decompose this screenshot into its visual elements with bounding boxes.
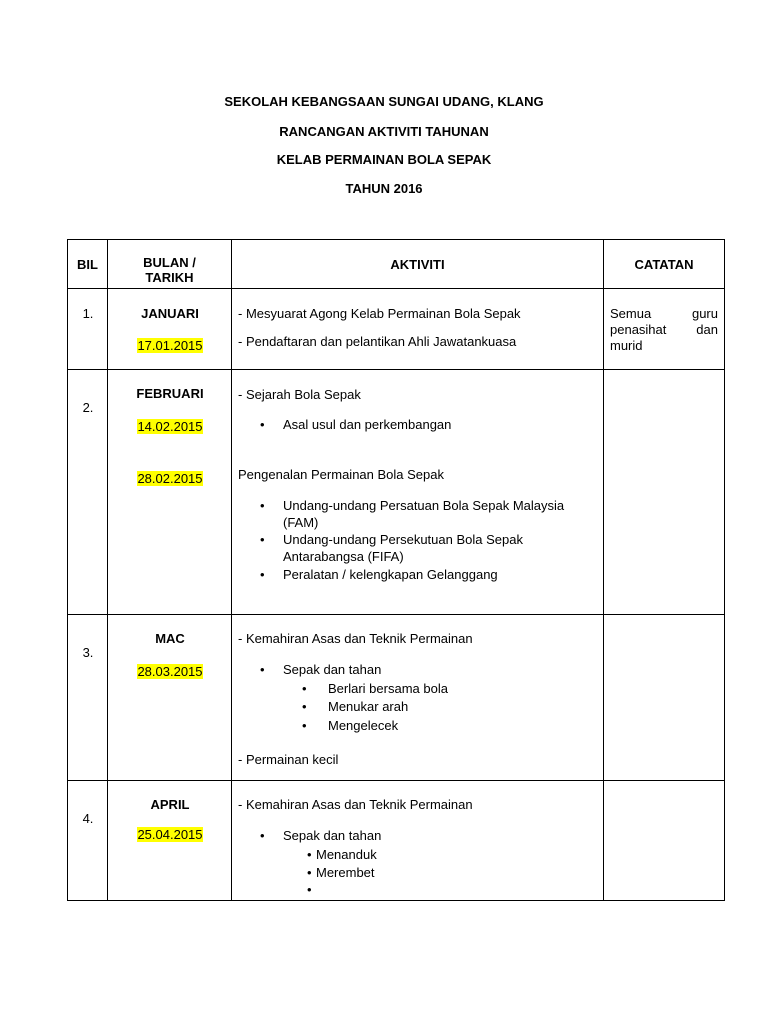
row-number: 4. xyxy=(82,811,94,826)
date-label: 14.02.2015 xyxy=(137,419,203,434)
table-row xyxy=(68,289,725,370)
sub-bullet-item: • Mengelecek xyxy=(328,718,398,733)
column-header-catatan: CATATAN xyxy=(604,240,725,289)
activity-line: - Pendaftaran dan pelantikan Ahli Jawatankuasa xyxy=(238,334,517,349)
column-header-bil: BIL xyxy=(68,240,108,289)
month-label: JANUARI xyxy=(141,306,199,321)
row-number: 1. xyxy=(82,306,94,321)
activity-line: Pengenalan Permainan Bola Sepak xyxy=(238,467,444,482)
table-header-row xyxy=(68,240,725,289)
note-line: murid xyxy=(610,338,643,353)
note-line: penasihat dan xyxy=(610,322,718,337)
bullet-item: • Undang-undang Persatuan Bola Sepak Malaysia xyxy=(283,498,564,513)
date-label: 28.02.2015 xyxy=(137,471,203,486)
month-label: FEBRUARI xyxy=(136,386,204,401)
sub-bullet-item: • Berlari bersama bola xyxy=(328,681,448,696)
column-header-aktiviti: AKTIVITI xyxy=(232,240,604,289)
table-row xyxy=(68,615,725,781)
month-label: MAC xyxy=(155,631,185,646)
sub-bullet-item: • Merembet xyxy=(316,865,375,880)
bullet-item: • Sepak dan tahan xyxy=(283,662,381,677)
bullet-continuation: (FAM) xyxy=(283,515,319,530)
club-name: KELAB PERMAINAN BOLA SEPAK xyxy=(276,152,492,167)
bullet-continuation: Antarabangsa (FIFA) xyxy=(283,549,404,564)
table-row xyxy=(68,781,725,901)
sub-bullet-item: • Menukar arah xyxy=(328,699,408,714)
month-label: APRIL xyxy=(150,797,190,812)
activity-line: - Sejarah Bola Sepak xyxy=(238,387,361,402)
date-label: 17.01.2015 xyxy=(137,338,203,353)
activity-line: - Kemahiran Asas dan Teknik Permainan xyxy=(238,631,473,646)
year-label: TAHUN 2016 xyxy=(345,181,423,196)
school-name: SEKOLAH KEBANGSAAN SUNGAI UDANG, KLANG xyxy=(224,94,544,109)
bullet-item: • Asal usul dan perkembangan xyxy=(283,417,451,432)
activity-table xyxy=(67,239,725,901)
bullet-item: • Peralatan / kelengkapan Gelanggang xyxy=(283,567,498,582)
date-label: 25.04.2015 xyxy=(137,827,203,842)
sub-bullet-item: • Menanduk xyxy=(316,847,377,862)
activity-line: - Mesyuarat Agong Kelab Permainan Bola Sepak xyxy=(238,306,521,321)
date-label: 28.03.2015 xyxy=(137,664,203,679)
bullet-item: • Undang-undang Persekutuan Bola Sepak xyxy=(283,532,523,547)
row-number: 2. xyxy=(82,400,94,415)
column-header-bulan: BULAN / TARIKH xyxy=(108,240,232,289)
table-row xyxy=(68,370,725,615)
bullet-item: • Sepak dan tahan xyxy=(283,828,381,843)
plan-title: RANCANGAN AKTIVITI TAHUNAN xyxy=(279,124,489,139)
activity-line: - Permainan kecil xyxy=(238,752,339,767)
activity-line: - Kemahiran Asas dan Teknik Permainan xyxy=(238,797,473,812)
note-line: Semua guru xyxy=(610,306,718,321)
row-number: 3. xyxy=(82,645,94,660)
